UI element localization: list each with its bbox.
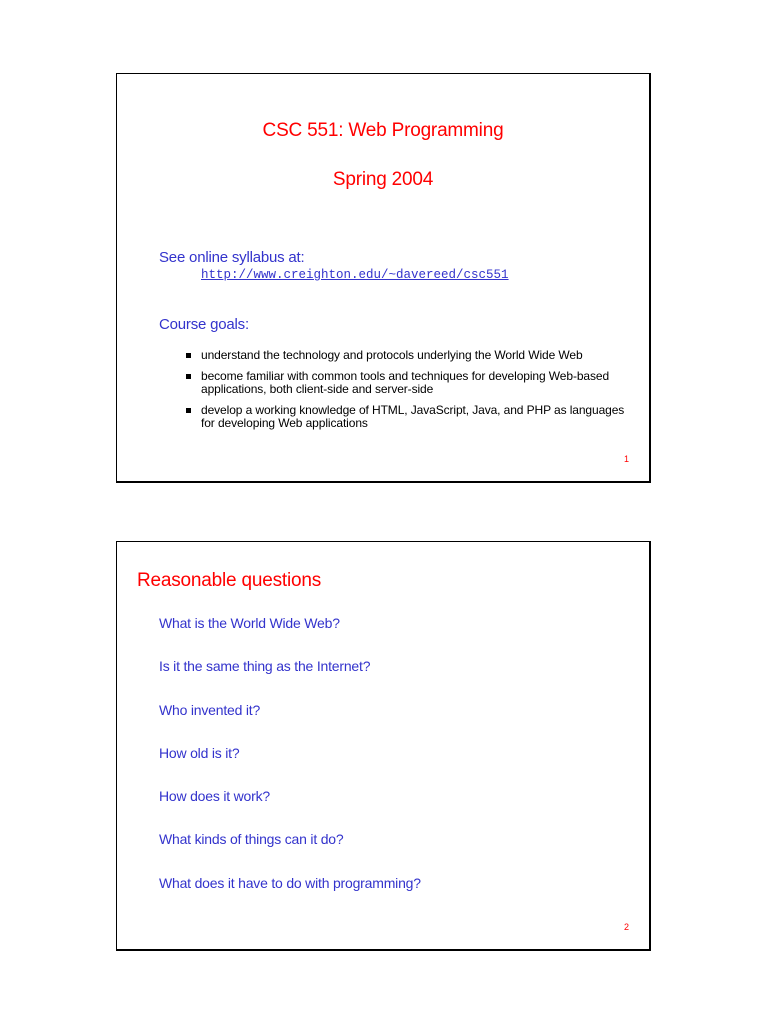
course-goals-list [185, 349, 625, 438]
questions-list [159, 614, 421, 917]
slide-number: 1 [623, 454, 629, 464]
course-goals-label: Course goals: [159, 316, 249, 333]
question-item: What kinds of things can it do? [159, 831, 344, 848]
syllabus-label: See online syllabus at: [159, 249, 305, 266]
question-item: What is the World Wide Web? [159, 615, 340, 631]
course-goal-text: become familiar with common tools and techniques for developing Web-based applications, both client-side and server-side [201, 369, 610, 396]
slide-heading: Reasonable questions [137, 570, 322, 591]
slide-subtitle: Spring 2004 [332, 169, 434, 190]
question-item: What does it have to do with programming? [159, 874, 421, 891]
course-goal-item [185, 370, 625, 396]
slide-title: CSC 551: Web Programming [262, 120, 504, 141]
question-item: How does it work? [159, 788, 270, 805]
square-bullet-icon [186, 374, 191, 379]
course-goal-text: develop a working knowledge of HTML, JavaScript, Java, and PHP as languages for developing Web applications [201, 403, 625, 430]
question-item: Who invented it? [159, 701, 261, 718]
slide-number: 2 [623, 922, 629, 932]
slide-1 [116, 73, 651, 483]
course-goal-item [185, 349, 625, 362]
syllabus-link[interactable]: http://www.creighton.edu/~davereed/csc551 [201, 268, 509, 282]
course-goal-item [185, 404, 625, 430]
square-bullet-icon [186, 408, 191, 413]
course-goal-text: understand the technology and protocols underlying the World Wide Web [201, 348, 583, 362]
slide-2 [116, 541, 651, 951]
square-bullet-icon [186, 353, 191, 358]
question-item: How old is it? [159, 744, 240, 761]
question-item: Is it the same thing as the Internet? [159, 658, 371, 675]
